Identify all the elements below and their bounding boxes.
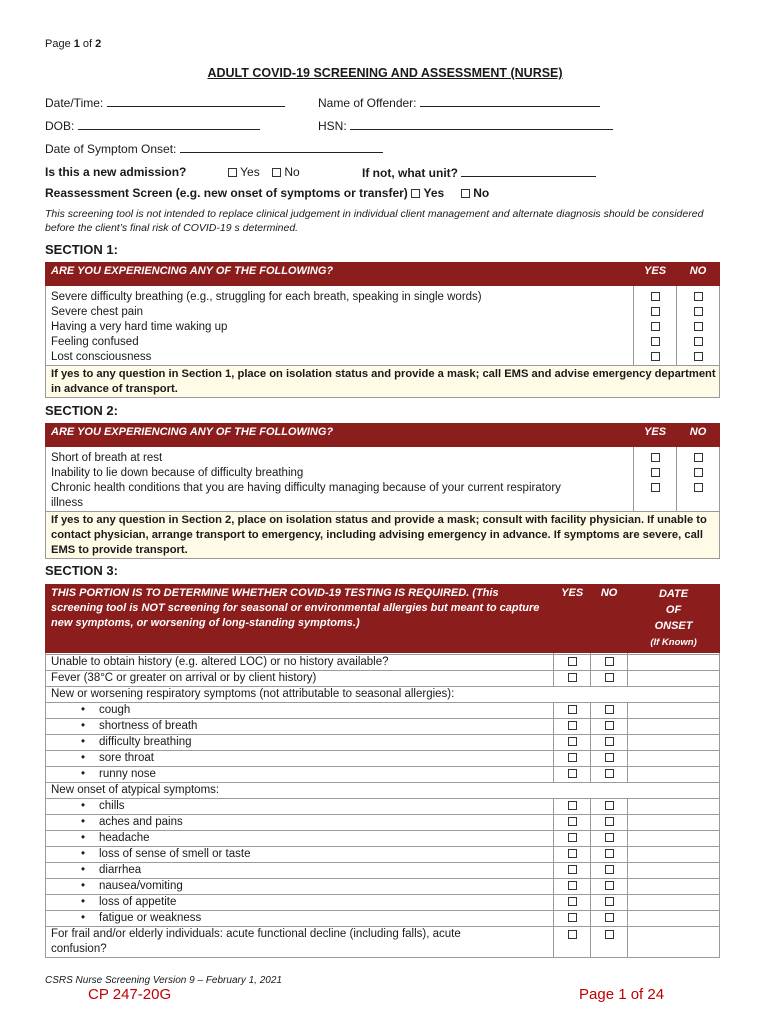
- section1-table: [45, 262, 720, 398]
- onset-date-cell[interactable]: [628, 815, 720, 831]
- date-of-onset-header: DATE OF ONSET (If Known): [628, 585, 720, 653]
- bullet-icon: •: [80, 912, 85, 924]
- section3-table: [45, 584, 720, 958]
- version-footer: CSRS Nurse Screening Version 9 – February 1, 2021: [45, 975, 282, 986]
- checkbox-icon[interactable]: [651, 292, 660, 301]
- checkbox-icon[interactable]: [605, 833, 614, 842]
- checkbox-icon[interactable]: [605, 673, 614, 682]
- name-of-offender-field[interactable]: Name of Offender:: [318, 95, 600, 110]
- list-item: • chills: [46, 799, 554, 815]
- checkbox-icon[interactable]: [461, 189, 470, 198]
- section3-title: SECTION 3:: [45, 563, 118, 578]
- section1-item: Feeling confused: [46, 335, 634, 350]
- checkbox-icon[interactable]: [568, 753, 577, 762]
- onset-date-cell[interactable]: [628, 927, 720, 958]
- respiratory-heading: New or worsening respiratory symptoms (not attributable to seasonal allergies):: [46, 687, 720, 703]
- dob-field[interactable]: DOB:: [45, 118, 260, 133]
- section1-yes-header: YES: [634, 263, 677, 286]
- list-item: • runny nose: [46, 767, 554, 783]
- bullet-icon: •: [80, 704, 85, 716]
- checkbox-icon[interactable]: [694, 292, 703, 301]
- onset-date-cell[interactable]: [628, 879, 720, 895]
- hsn-field[interactable]: HSN:: [318, 118, 613, 133]
- checkbox-icon[interactable]: [605, 769, 614, 778]
- onset-date-cell[interactable]: [628, 751, 720, 767]
- section1-note: If yes to any question in Section 1, place on isolation status and provide a mask; call EMS and advise emergency department in advance of transport.: [46, 365, 720, 397]
- reassessment-yes-option[interactable]: Yes: [411, 186, 444, 200]
- checkbox-icon[interactable]: [411, 189, 420, 198]
- section2-item: Short of breath at rest: [46, 451, 634, 466]
- checkbox-icon[interactable]: [605, 657, 614, 666]
- checkbox-icon[interactable]: [651, 307, 660, 316]
- checkbox-icon[interactable]: [694, 307, 703, 316]
- checkbox-icon[interactable]: [568, 737, 577, 746]
- checkbox-icon[interactable]: [568, 817, 577, 826]
- reassessment-row: Reassessment Screen (e.g. new onset of symptoms or transfer) Yes No: [45, 186, 490, 200]
- onset-date-cell[interactable]: [628, 831, 720, 847]
- onset-date-cell[interactable]: [628, 735, 720, 751]
- onset-date-cell[interactable]: [628, 655, 720, 671]
- checkbox-icon[interactable]: [605, 930, 614, 939]
- bullet-icon: •: [80, 896, 85, 908]
- checkbox-icon[interactable]: [568, 913, 577, 922]
- onset-date-cell[interactable]: [628, 799, 720, 815]
- bullet-icon: •: [80, 880, 85, 892]
- checkbox-icon[interactable]: [605, 737, 614, 746]
- checkbox-icon[interactable]: [651, 468, 660, 477]
- bullet-icon: •: [80, 800, 85, 812]
- section3-no-header: NO: [591, 585, 628, 653]
- list-item: • nausea/vomiting: [46, 879, 554, 895]
- admission-no-option[interactable]: No: [272, 165, 300, 179]
- section1-item: Lost consciousness: [46, 350, 634, 366]
- list-item: • aches and pains: [46, 815, 554, 831]
- section1-item: Severe difficulty breathing (e.g., struggling for each breath, speaking in single words): [46, 290, 634, 305]
- bullet-icon: •: [80, 848, 85, 860]
- section2-title: SECTION 2:: [45, 403, 118, 418]
- checkbox-icon[interactable]: [605, 721, 614, 730]
- checkbox-icon[interactable]: [605, 705, 614, 714]
- page-label: Page 1 of 24: [579, 986, 665, 1003]
- checkbox-icon[interactable]: [568, 930, 577, 939]
- list-item: • cough: [46, 703, 554, 719]
- checkbox-icon[interactable]: [694, 468, 703, 477]
- list-item: • difficulty breathing: [46, 735, 554, 751]
- checkbox-icon[interactable]: [568, 721, 577, 730]
- checkbox-icon[interactable]: [272, 168, 281, 177]
- list-item: • fatigue or weakness: [46, 911, 554, 927]
- bullet-icon: •: [80, 736, 85, 748]
- section2-item: Inability to lie down because of difficulty breathing: [46, 466, 634, 481]
- bullet-icon: •: [80, 832, 85, 844]
- disclaimer-text: This screening tool is not intended to replace clinical judgement in individual client management and alternate diagnosis should be considered before the client’s final risk of COVID-19 s determined.: [45, 208, 704, 234]
- list-item: • headache: [46, 831, 554, 847]
- list-item: • diarrhea: [46, 863, 554, 879]
- checkbox-icon[interactable]: [605, 913, 614, 922]
- checkbox-icon[interactable]: [651, 352, 660, 361]
- checkbox-icon[interactable]: [568, 833, 577, 842]
- onset-date-cell[interactable]: [628, 703, 720, 719]
- date-time-field[interactable]: Date/Time:: [45, 95, 285, 110]
- question-fever: Fever (38°C or greater on arrival or by client history): [46, 671, 554, 687]
- new-admission-label: Is this a new admission?: [45, 165, 187, 179]
- onset-date-cell[interactable]: [628, 895, 720, 911]
- checkbox-icon[interactable]: [605, 897, 614, 906]
- checkbox-icon[interactable]: [568, 897, 577, 906]
- onset-date-cell[interactable]: [628, 847, 720, 863]
- checkbox-icon[interactable]: [568, 865, 577, 874]
- section1-item: Severe chest pain: [46, 305, 634, 320]
- admission-yes-option[interactable]: Yes: [228, 165, 260, 179]
- question-frail-elderly: For frail and/or elderly individuals: acute functional decline (including falls), acute confusion?: [46, 927, 554, 958]
- section2-no-header: NO: [677, 424, 720, 447]
- reassessment-no-option[interactable]: No: [461, 186, 489, 200]
- list-item: • loss of sense of smell or taste: [46, 847, 554, 863]
- checkbox-icon[interactable]: [568, 769, 577, 778]
- list-item: • sore throat: [46, 751, 554, 767]
- section1-title: SECTION 1:: [45, 242, 118, 257]
- onset-date-cell[interactable]: [628, 671, 720, 687]
- section2-table: [45, 423, 720, 559]
- checkbox-icon[interactable]: [605, 849, 614, 858]
- bullet-icon: •: [80, 752, 85, 764]
- section1-item: Having a very hard time waking up: [46, 320, 634, 335]
- checkbox-icon[interactable]: [694, 322, 703, 331]
- question-no-history: Unable to obtain history (e.g. altered LOC) or no history available?: [46, 655, 554, 671]
- checkbox-icon[interactable]: [605, 881, 614, 890]
- checkbox-icon[interactable]: [568, 881, 577, 890]
- checkbox-icon[interactable]: [605, 801, 614, 810]
- list-item: • shortness of breath: [46, 719, 554, 735]
- onset-date-cell[interactable]: [628, 767, 720, 783]
- section2-item: Chronic health conditions that you are having difficulty managing because of your current respiratory illness: [46, 481, 634, 512]
- checkbox-icon[interactable]: [568, 657, 577, 666]
- bullet-icon: •: [80, 816, 85, 828]
- checkbox-icon[interactable]: [605, 865, 614, 874]
- onset-date-cell[interactable]: [628, 719, 720, 735]
- checkbox-icon[interactable]: [651, 453, 660, 462]
- section2-note: If yes to any question in Section 2, place on isolation status and provide a mask; consult with facility physician. If unable to contact physician, arrange transport to emergency, including advising emergency in advance. If symptoms are severe, call EMS to provide transport.: [46, 511, 720, 558]
- section3-yes-header: YES: [554, 585, 591, 653]
- checkbox-icon[interactable]: [228, 168, 237, 177]
- list-item: • loss of appetite: [46, 895, 554, 911]
- onset-date-cell[interactable]: [628, 911, 720, 927]
- form-title: ADULT COVID-19 SCREENING AND ASSESSMENT (NURSE): [207, 66, 563, 80]
- checkbox-icon[interactable]: [651, 483, 660, 492]
- bullet-icon: •: [80, 720, 85, 732]
- checkbox-icon[interactable]: [568, 849, 577, 858]
- section2-yes-header: YES: [634, 424, 677, 447]
- checkbox-icon[interactable]: [568, 801, 577, 810]
- checkbox-icon[interactable]: [694, 453, 703, 462]
- section1-header: ARE YOU EXPERIENCING ANY OF THE FOLLOWING?: [46, 263, 634, 286]
- symptom-onset-field[interactable]: Date of Symptom Onset:: [45, 141, 383, 156]
- form-code: CP 247-20G: [88, 986, 172, 1003]
- checkbox-icon[interactable]: [651, 337, 660, 346]
- checkbox-icon[interactable]: [694, 337, 703, 346]
- section3-header: THIS PORTION IS TO DETERMINE WHETHER COVID-19 TESTING IS REQUIRED. (This screening tool is NOT screening for seasonal or environmental allergies but meant to capture new symptoms, or worsening of long-standing symptoms.): [46, 585, 554, 653]
- unit-field[interactable]: If not, what unit?: [362, 165, 596, 180]
- section2-header: ARE YOU EXPERIENCING ANY OF THE FOLLOWING?: [46, 424, 634, 447]
- checkbox-icon[interactable]: [605, 753, 614, 762]
- bullet-icon: •: [80, 768, 85, 780]
- checkbox-icon[interactable]: [694, 352, 703, 361]
- checkbox-icon[interactable]: [651, 322, 660, 331]
- onset-date-cell[interactable]: [628, 863, 720, 879]
- checkbox-icon[interactable]: [568, 673, 577, 682]
- section1-no-header: NO: [677, 263, 720, 286]
- atypical-heading: New onset of atypical symptoms:: [46, 783, 720, 799]
- bullet-icon: •: [80, 864, 85, 876]
- page-number: Page 1 of 2: [45, 38, 102, 50]
- checkbox-icon[interactable]: [605, 817, 614, 826]
- checkbox-icon[interactable]: [694, 483, 703, 492]
- checkbox-icon[interactable]: [568, 705, 577, 714]
